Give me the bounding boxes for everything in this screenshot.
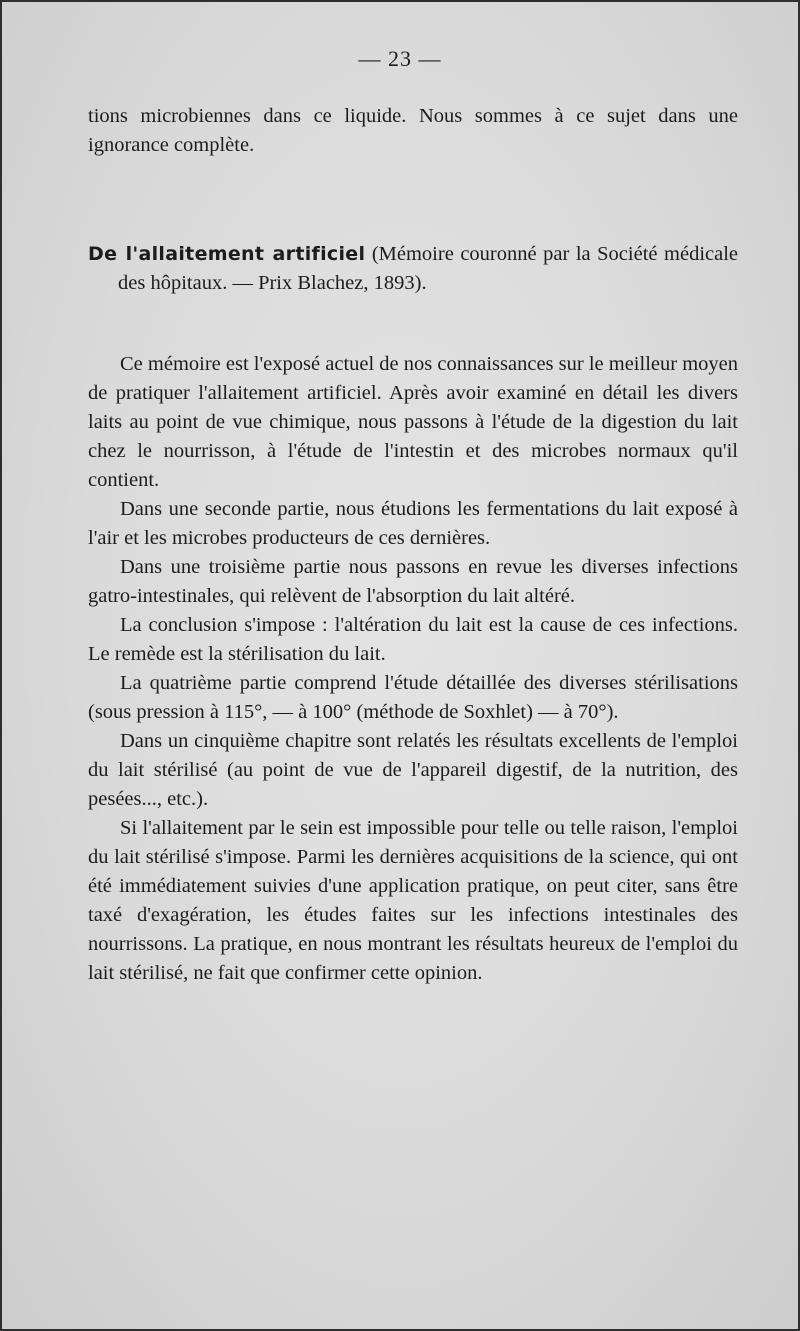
paragraph-fourth-part: La quatrième partie comprend l'étude détaillée des diverses stérilisations (sous pression à 115°, — à 100° (méthode de Soxhlet) — à 70°).	[88, 672, 738, 723]
paragraph-second-part: Dans une seconde partie, nous étudions les fermentations du lait exposé à l'air et les microbes producteurs de ces dernières.	[88, 498, 738, 549]
section-body	[88, 350, 738, 988]
continuation-text: tions microbiennes dans ce liquide. Nous sommes à ce sujet dans une ignorance complète.	[88, 105, 738, 156]
section-subtitle: (Mémoire couronné par la Société médicale des hôpitaux. — Prix Blachez, 1893).	[118, 243, 739, 294]
paragraph-closing: Si l'allaitement par le sein est impossible pour telle ou telle raison, l'emploi du lait stérilisé s'impose. Parmi les dernières acquisitions de la science, qui ont été immédiatement suivies d'une application pratique, on peut citer, sans être taxé d'exagération, les études faites sur les infections intestinales des nourrissons. La pratique, en nous montrant les résultats heureux de l'emploi du lait stérilisé, ne fait que confirmer cette opinion.	[88, 817, 738, 984]
paragraph-intro: Ce mémoire est l'exposé actuel de nos connaissances sur le meilleur moyen de pratiquer l'allaitement artificiel. Après avoir examiné en détail les divers laits au point de vue chimique, nous passons à l'étude de la digestion du lait chez le nourrisson, à l'étude de l'intestin et des microbes normaux qu'il contient.	[88, 353, 738, 491]
continuation-paragraph	[88, 102, 738, 160]
paragraph-third-part: Dans une troisième partie nous passons en revue les diverses infections gatro-intestinales, qui relèvent de l'absorption du lait altéré.	[88, 556, 738, 607]
paragraph-conclusion: La conclusion s'impose : l'altération du lait est la cause de ces infections. Le remède est la stérilisation du lait.	[88, 614, 738, 665]
section-heading	[88, 240, 738, 298]
page-number: — 23 —	[358, 46, 442, 71]
section-heading-line	[88, 240, 738, 298]
section-title: De l'allaitement artificiel	[88, 243, 366, 265]
paragraph-fifth-chapter: Dans un cinquième chapitre sont relatés les résultats excellents de l'emploi du lait stérilisé (au point de vue de l'appareil digestif, de la nutrition, des pesées..., etc.).	[88, 730, 738, 810]
